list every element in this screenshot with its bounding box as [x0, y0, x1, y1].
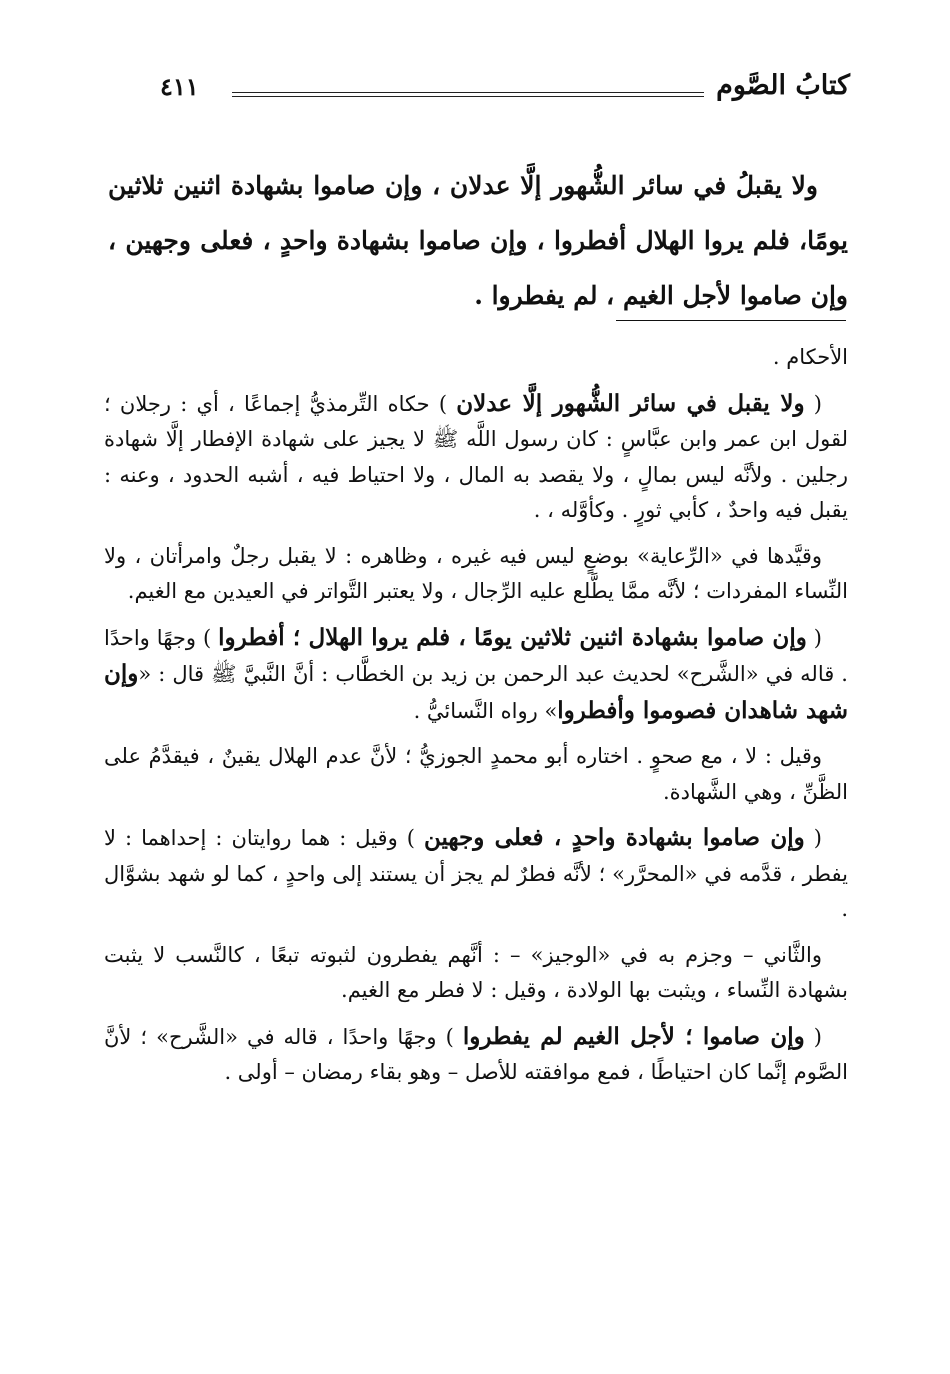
header-rule [232, 92, 704, 97]
paragraph-text: وجهًا واحدًا . قاله في «الشَّرح» لحديث عبد الرحمن بن زيد بن الخطَّاب : أنَّ النَّبيَّ ﷺ قال : « [104, 625, 848, 686]
commentary-paragraph-6 [104, 820, 848, 928]
commentary-paragraph-4 [104, 620, 848, 730]
paragraph-text: وقيل : لا ، مع صحوٍ . اختاره أبو محمدٍ الجوزيُّ ؛ لأنَّ عدم الهلال يقينٌ ، فيقدَّمُ على الظَّنِّ ، وهي الشَّهادة. [104, 744, 848, 804]
quoted-matn: وإن صاموا ؛ لأجل الغيم لم يفطروا [462, 1022, 805, 1050]
open-bracket: ( [804, 391, 822, 416]
commentary-paragraph-8 [104, 1019, 848, 1091]
paragraph-text: » رواه النَّسائيُّ . [413, 698, 558, 723]
quoted-matn: ولا يقبل في سائر الشُّهور إلَّا عدلان [456, 389, 805, 417]
close-bracket: ) [445, 1024, 463, 1049]
footnote-separator [616, 320, 846, 321]
commentary-paragraph-7 [104, 938, 848, 1009]
open-bracket: ( [804, 826, 822, 850]
hadith-quote: وإن شهد شاهدان فصوموا وأفطروا [104, 660, 848, 724]
paragraph-text: وجهًا واحدًا ، قاله في «الشَّرح» ؛ لأنَّ الصَّوم إنَّما كان احتياطًا ، فمع موافقته للأصل – وهو بقاء رمضان – أولى . [104, 1024, 848, 1084]
quoted-matn: وإن صاموا بشهادة واحدٍ ، فعلى وجهين [423, 824, 805, 851]
commentary-paragraph-1 [104, 340, 848, 376]
quoted-matn: وإن صاموا بشهادة اثنين ثلاثين يومًا ، فلم يروا الهلال ؛ أفطروا [218, 623, 807, 651]
paragraph-text: وقيَّدها في «الرِّعاية» بوضعٍ ليس فيه غيره ، وظاهره : لا يقبل رجلٌ وامرأتان ، ولا النِّساء المفردات ؛ لأنَّه ممَّا يطَّلع عليه الرِّجال ، ولا يعتبر التَّواتر في العيدين مع الغيم. [104, 543, 848, 603]
commentary-section [104, 340, 848, 1101]
close-bracket: ) [202, 625, 219, 650]
paragraph-text: والثَّاني – وجزم به في «الوجيز» – : أنَّهم يفطرون لثبوته تبعًا ، كالنَّسب لا يثبت بشهادة النِّساء ، ويثبت بها الولادة ، وقيل : لا فطر مع الغيم. [104, 942, 848, 1002]
commentary-paragraph-5 [104, 739, 848, 810]
close-bracket: ) [406, 826, 424, 850]
page-number: ٤١١ [160, 72, 199, 101]
paragraph-text: وقيل : هما روايتان : إحداهما : لا يفطر ، قدَّمه في «المحرَّر» ؛ لأنَّه فطرٌ لم يجز أن يستند إلى واحدٍ ، كما لو شهد بشوَّال . [104, 826, 848, 921]
chapter-title: كتابُ الصَّوم [716, 70, 850, 101]
open-bracket: ( [804, 1024, 822, 1049]
main-text-matn: ولا يقبلُ في سائر الشُّهور إلَّا عدلان ، وإن صاموا بشهادة اثنين ثلاثين يومًا، فلم يروا الهلال أفطروا ، وإن صاموا بشهادة واحدٍ ، فعلى وجهين ، وإن صاموا لأجل الغيم ، لم يفطروا . [108, 171, 848, 310]
page-header [160, 70, 850, 110]
paragraph-text: حكاه التِّرمذيُّ إجماعًا ، أي : رجلان ؛ لقول ابن عمر وابن عبَّاسٍ : كان رسول اللَّه ﷺ لا يجيز على شهادة الإفطار إلَّا شهادة رجلين . ولأنَّه ليس بمالٍ ، ولا يقصد به المال ، ولا احتياط فيه ، أشبه الحدود ، وعنه : يقبل فيه واحدٌ ، كأبي ثورٍ . وكأوَّله ، . [104, 391, 848, 522]
open-bracket: ( [806, 625, 823, 650]
commentary-paragraph-3 [104, 539, 848, 610]
commentary-paragraph-2 [104, 386, 848, 529]
close-bracket: ) [438, 391, 457, 416]
paragraph-text: الأحكام . [772, 345, 848, 369]
